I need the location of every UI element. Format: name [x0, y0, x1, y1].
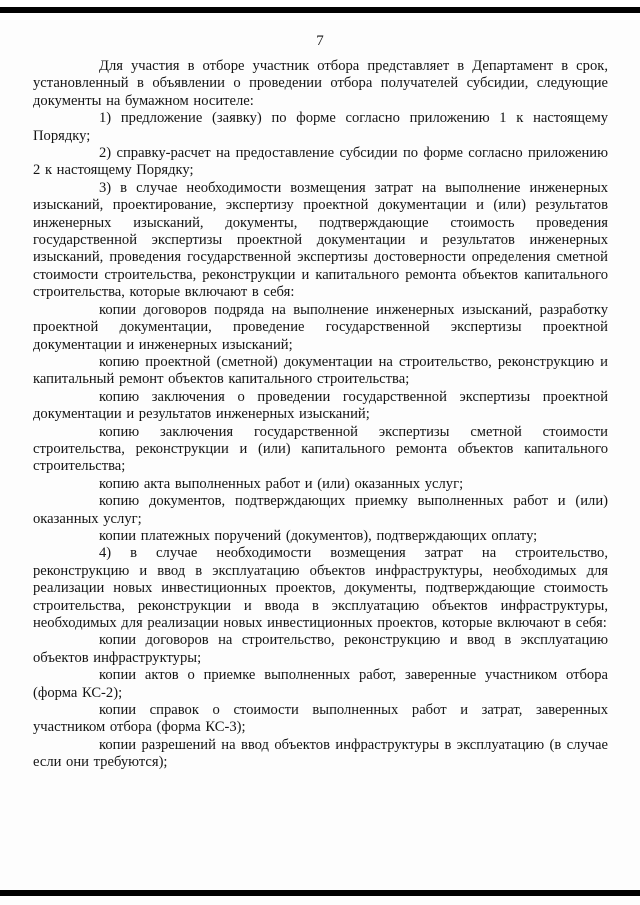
page-number: 7: [316, 33, 324, 49]
document-paragraph: копии договоров на строительство, реконструкцию и ввод в эксплуатацию объектов инфраструктуры;: [33, 632, 608, 666]
document-paragraph: 1) предложение (заявку) по форме согласно приложению 1 к настоящему Порядку;: [33, 110, 608, 144]
bottom-border-bar: [0, 890, 640, 896]
document-paragraph: копию документов, подтверждающих приемку выполненных работ и (или) оказанных услуг;: [33, 493, 608, 527]
document-paragraph: копии разрешений на ввод объектов инфраструктуры в эксплуатацию (в случае если они требуются);: [33, 736, 608, 771]
document-paragraph: Для участия в отборе участник отбора представляет в Департамент в срок, установленный в объявлении о проведении отбора получателей субсидии, следующие документы на бумажном носителе:: [33, 58, 608, 109]
document-paragraph: копию акта выполненных работ и (или) оказанных услуг;: [99, 475, 464, 492]
document-paragraph: копии справок о стоимости выполненных работ и затрат, заверенных участником отбора (форма КС-3);: [33, 702, 608, 736]
document-paragraph: копии платежных поручений (документов), подтверждающих оплату;: [99, 527, 538, 544]
document-paragraph: копию проектной (сметной) документации на строительство, реконструкцию и капитальный ремонт объектов капитального строительства;: [33, 353, 608, 388]
document-paragraph: 2) справку-расчет на предоставление субсидии по форме согласно приложению 2 к настоящему Порядку;: [33, 145, 608, 179]
document-body: [33, 58, 608, 772]
document-paragraph: копии договоров подряда на выполнение инженерных изысканий, разработку проектной документации, проведение государственной экспертизы проектной документации и инженерных изысканий;: [33, 301, 608, 353]
document-paragraph: копию заключения государственной экспертизы сметной стоимости строительства, реконструкции и (или) капитального ремонта объектов капитального строительства;: [33, 423, 608, 475]
document-paragraph: копию заключения о проведении государственной экспертизы проектной документации и результатов инженерных изысканий;: [33, 388, 608, 423]
document-paragraph: 3) в случае необходимости возмещения затрат на выполнение инженерных изысканий, проектирование, экспертизу проектной документации и (или) результатов инженерных изысканий, документы, подтверждающие стоимость проведения государственной экспертизы проектной документации и результатов инженерных изысканий, проведения государственной экспертизы достоверности определения сметной стоимости строительства, реконструкции и капитального ремонта объектов капитального строительства, которые включают в себя:: [33, 179, 608, 301]
top-border-bar: [0, 7, 640, 13]
document-paragraph: копии актов о приемке выполненных работ, заверенные участником отбора (форма КС-2);: [33, 667, 608, 701]
document-paragraph: 4) в случае необходимости возмещения затрат на строительство, реконструкцию и ввод в эксплуатацию объектов инфраструктуры, необходимых для реализации новых инвестиционных проектов, документы, подтверждающие стоимость строительства, реконструкции и ввода в эксплуатацию объектов инфраструктуры, необходимых для реализации новых инвестиционных проектов, которые включают в себя:: [33, 545, 608, 631]
